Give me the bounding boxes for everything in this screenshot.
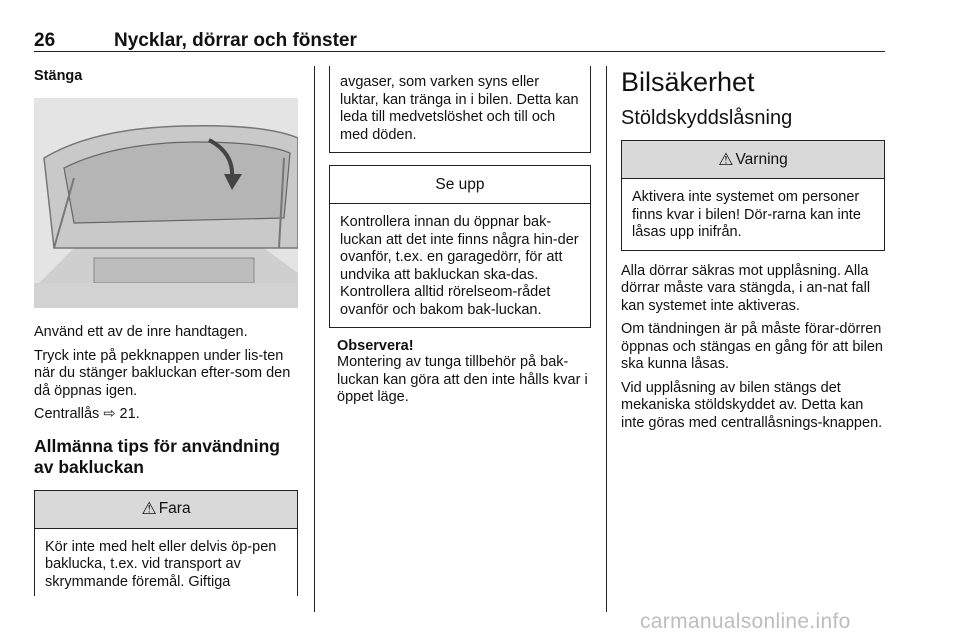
caution-box bbox=[329, 165, 591, 328]
paragraph-central-lock-ref bbox=[34, 406, 298, 424]
danger-box bbox=[34, 490, 298, 596]
paragraph-ignition-on: Om tändningen är på måste förar-dörren öppnas och stängas en gång för att bilen ska kunna låsas. bbox=[621, 321, 883, 372]
warning-box-body: Aktivera inte systemet om personer finns kvar i bilen! Dör-rarna kan inte låsas upp inifrån. bbox=[632, 189, 861, 240]
paragraph-unlocking: Vid upplåsning av bilen stängs det mekaniska stöldskyddet av. Detta kan inte göras med centrallåsnings-knappen. bbox=[621, 379, 883, 431]
warning-box-title: Varning bbox=[735, 150, 788, 168]
note-title: Observera! bbox=[337, 338, 414, 354]
danger-box-continued bbox=[329, 66, 591, 153]
tailgate-image-icon bbox=[34, 98, 298, 308]
central-lock-text: Centrallås bbox=[34, 406, 104, 422]
note-body: Montering av tunga tillbehör på bak-luckan kan göra att den inte hålls kvar i öppet läge. bbox=[337, 354, 588, 405]
danger-box-header bbox=[35, 491, 297, 529]
caution-box-header bbox=[330, 166, 590, 204]
paragraph-touch-pad-warning: Tryck inte på pekknappen under lis-ten när du stänger bakluckan efter-som den då öppnas igen. bbox=[34, 347, 291, 399]
reference-arrow-icon: ⇨ bbox=[103, 406, 116, 422]
paragraph-doors-secured: Alla dörrar säkras mot upplåsning. Alla dörrar måste vara stängda, i an-nat fall kan systemet inte aktiveras. bbox=[621, 262, 871, 314]
warning-box-header bbox=[622, 141, 884, 179]
column-left bbox=[34, 68, 298, 596]
caution-box-body: Kontrollera innan du öppnar bak-luckan att det inte finns några hin-der ovanför, t.ex. en garagedörr, för att undvika att bakluckan ska-das. Kontrollera alltid rörelseom-rådet ovanför och bakom bak-luckan. bbox=[340, 214, 579, 318]
chapter-title: Nycklar, dörrar och fönster bbox=[114, 30, 357, 51]
central-lock-page-ref[interactable]: 21. bbox=[119, 406, 140, 422]
section-heading-close: Stänga bbox=[34, 68, 83, 84]
page-header bbox=[34, 30, 885, 52]
section-heading-anti-theft: Stöldskyddslåsning bbox=[621, 107, 793, 129]
danger-box-body: Kör inte med helt eller delvis öp-pen baklucka, t.ex. vid transport av skrymmande föremål. Giftiga bbox=[45, 538, 277, 590]
section-heading-tips: Allmänna tips för användning av bakluckan bbox=[34, 435, 280, 477]
column-divider-right bbox=[606, 66, 607, 612]
tailgate-illustration bbox=[34, 98, 298, 308]
warning-triangle-icon: ⚠ bbox=[141, 499, 157, 518]
column-right bbox=[621, 66, 885, 438]
danger-box-continued-body: avgaser, som varken syns eller luktar, kan tränga in i bilen. Detta kan leda till medvetslöshet och till och med döden. bbox=[340, 74, 579, 143]
warning-triangle-icon: ⚠ bbox=[718, 149, 734, 169]
column-middle bbox=[329, 66, 591, 413]
caution-box-title: Se upp bbox=[435, 175, 485, 193]
danger-box-title: Fara bbox=[158, 500, 191, 517]
column-divider-left bbox=[314, 66, 315, 612]
section-heading-vehicle-security: Bilsäkerhet bbox=[621, 67, 755, 97]
note-block bbox=[329, 338, 591, 407]
warning-box bbox=[621, 140, 885, 251]
paragraph-use-handles: Använd ett av de inre handtagen. bbox=[34, 324, 248, 340]
page-number: 26 bbox=[34, 30, 56, 51]
watermark-text: carmanualsonline.info bbox=[640, 610, 851, 633]
